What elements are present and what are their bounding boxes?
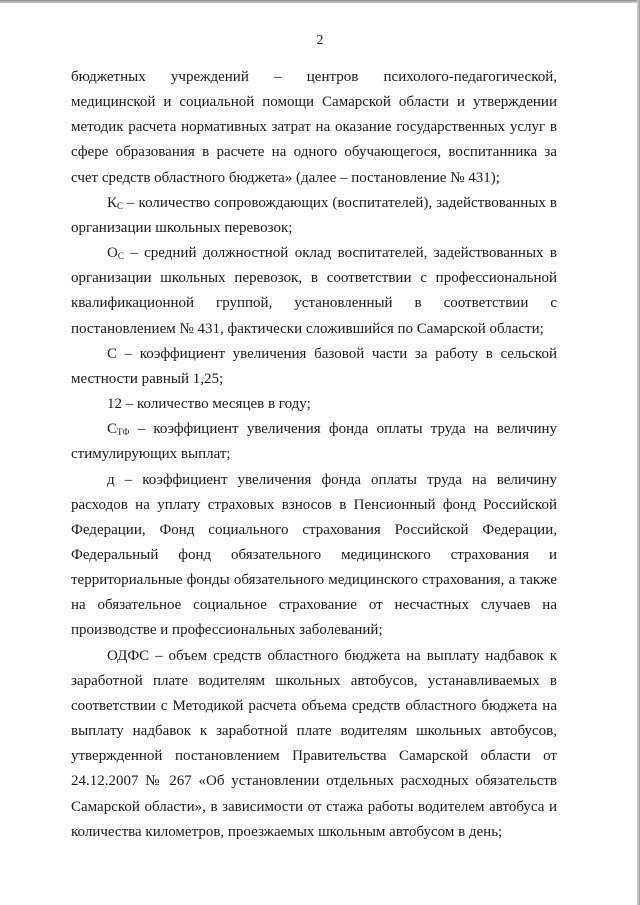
scan-edge-top — [0, 0, 640, 3]
symbol-k: К — [107, 194, 118, 211]
paragraph-o-c — [71, 241, 557, 342]
paragraph-c-tf-text: – коэффициент увеличения фонда оплаты труда на величину стимулирующих выплат; — [71, 421, 557, 463]
symbol-c-subscript: ТФ — [117, 427, 130, 438]
document-body — [71, 65, 557, 845]
symbol-o-subscript: С — [117, 251, 124, 262]
symbol-k-subscript: С — [117, 200, 124, 211]
paragraph-d: д – коэффициент увеличения фонда оплаты труда на величину расходов на уплату страховых взносов в Пенсионный фонд Российской Федерации, Фонд социального страхования Российской Федерации, Федеральный фонд обязательного медицинского страхования и территориальные фонды обязательного медицинского страхования, а также на обязательное социальное страхование от несчастных случаев на производстве и профессиональных заболеваний; — [71, 471, 557, 639]
paragraph-k-c — [71, 191, 557, 241]
page-number: 2 — [316, 33, 324, 48]
symbol-o: О — [107, 245, 118, 262]
paragraph-c-rural: С – коэффициент увеличения базовой части за работу в сельской местности равный 1,25; — [71, 345, 557, 387]
paragraph-odfs: ОДФС – объем средств областного бюджета на выплату надбавок к заработной плате водителям школьных автобусов, устанавливаемых в соответствии с Методикой расчета объема средств областного бюджета на выплату надбавок к заработной плате водителям школьных автобусов, утвержденной постановлением Правительства Самарской области от 24.12.2007 № 267 «Об установлении отдельных расходных обязательств Самарской области», в зависимости от стажа работы водителем автобуса и количества километров, проезжаемых школьным автобусом в день; — [71, 647, 557, 840]
paragraph-o-c-text: – средний должностной оклад воспитателей, задействованных в организации школьных перевозок, в соответствии с профессиональной квалификационной группой, установленный в соответствии с постановлением № 431, фактически сложившийся по Самарской области; — [71, 245, 557, 337]
paragraph-k-c-text: – количество сопровождающих (воспитателей), задействованных в организации школьных перевозок; — [71, 194, 557, 236]
paragraph-months: 12 – количество месяцев в году; — [107, 396, 311, 413]
paragraph-c-tf — [71, 417, 557, 467]
paragraph-continuation: бюджетных учреждений – центров психолого-педагогической, медицинской и социальной помощи Самарской области и утверждении методик расчета нормативных затрат на оказание государственных услуг в сфере образования в расчете на одного обучающегося, воспитанника за счет средств областного бюджета» (далее – постановление № 431); — [71, 69, 557, 186]
symbol-c: С — [107, 421, 118, 438]
